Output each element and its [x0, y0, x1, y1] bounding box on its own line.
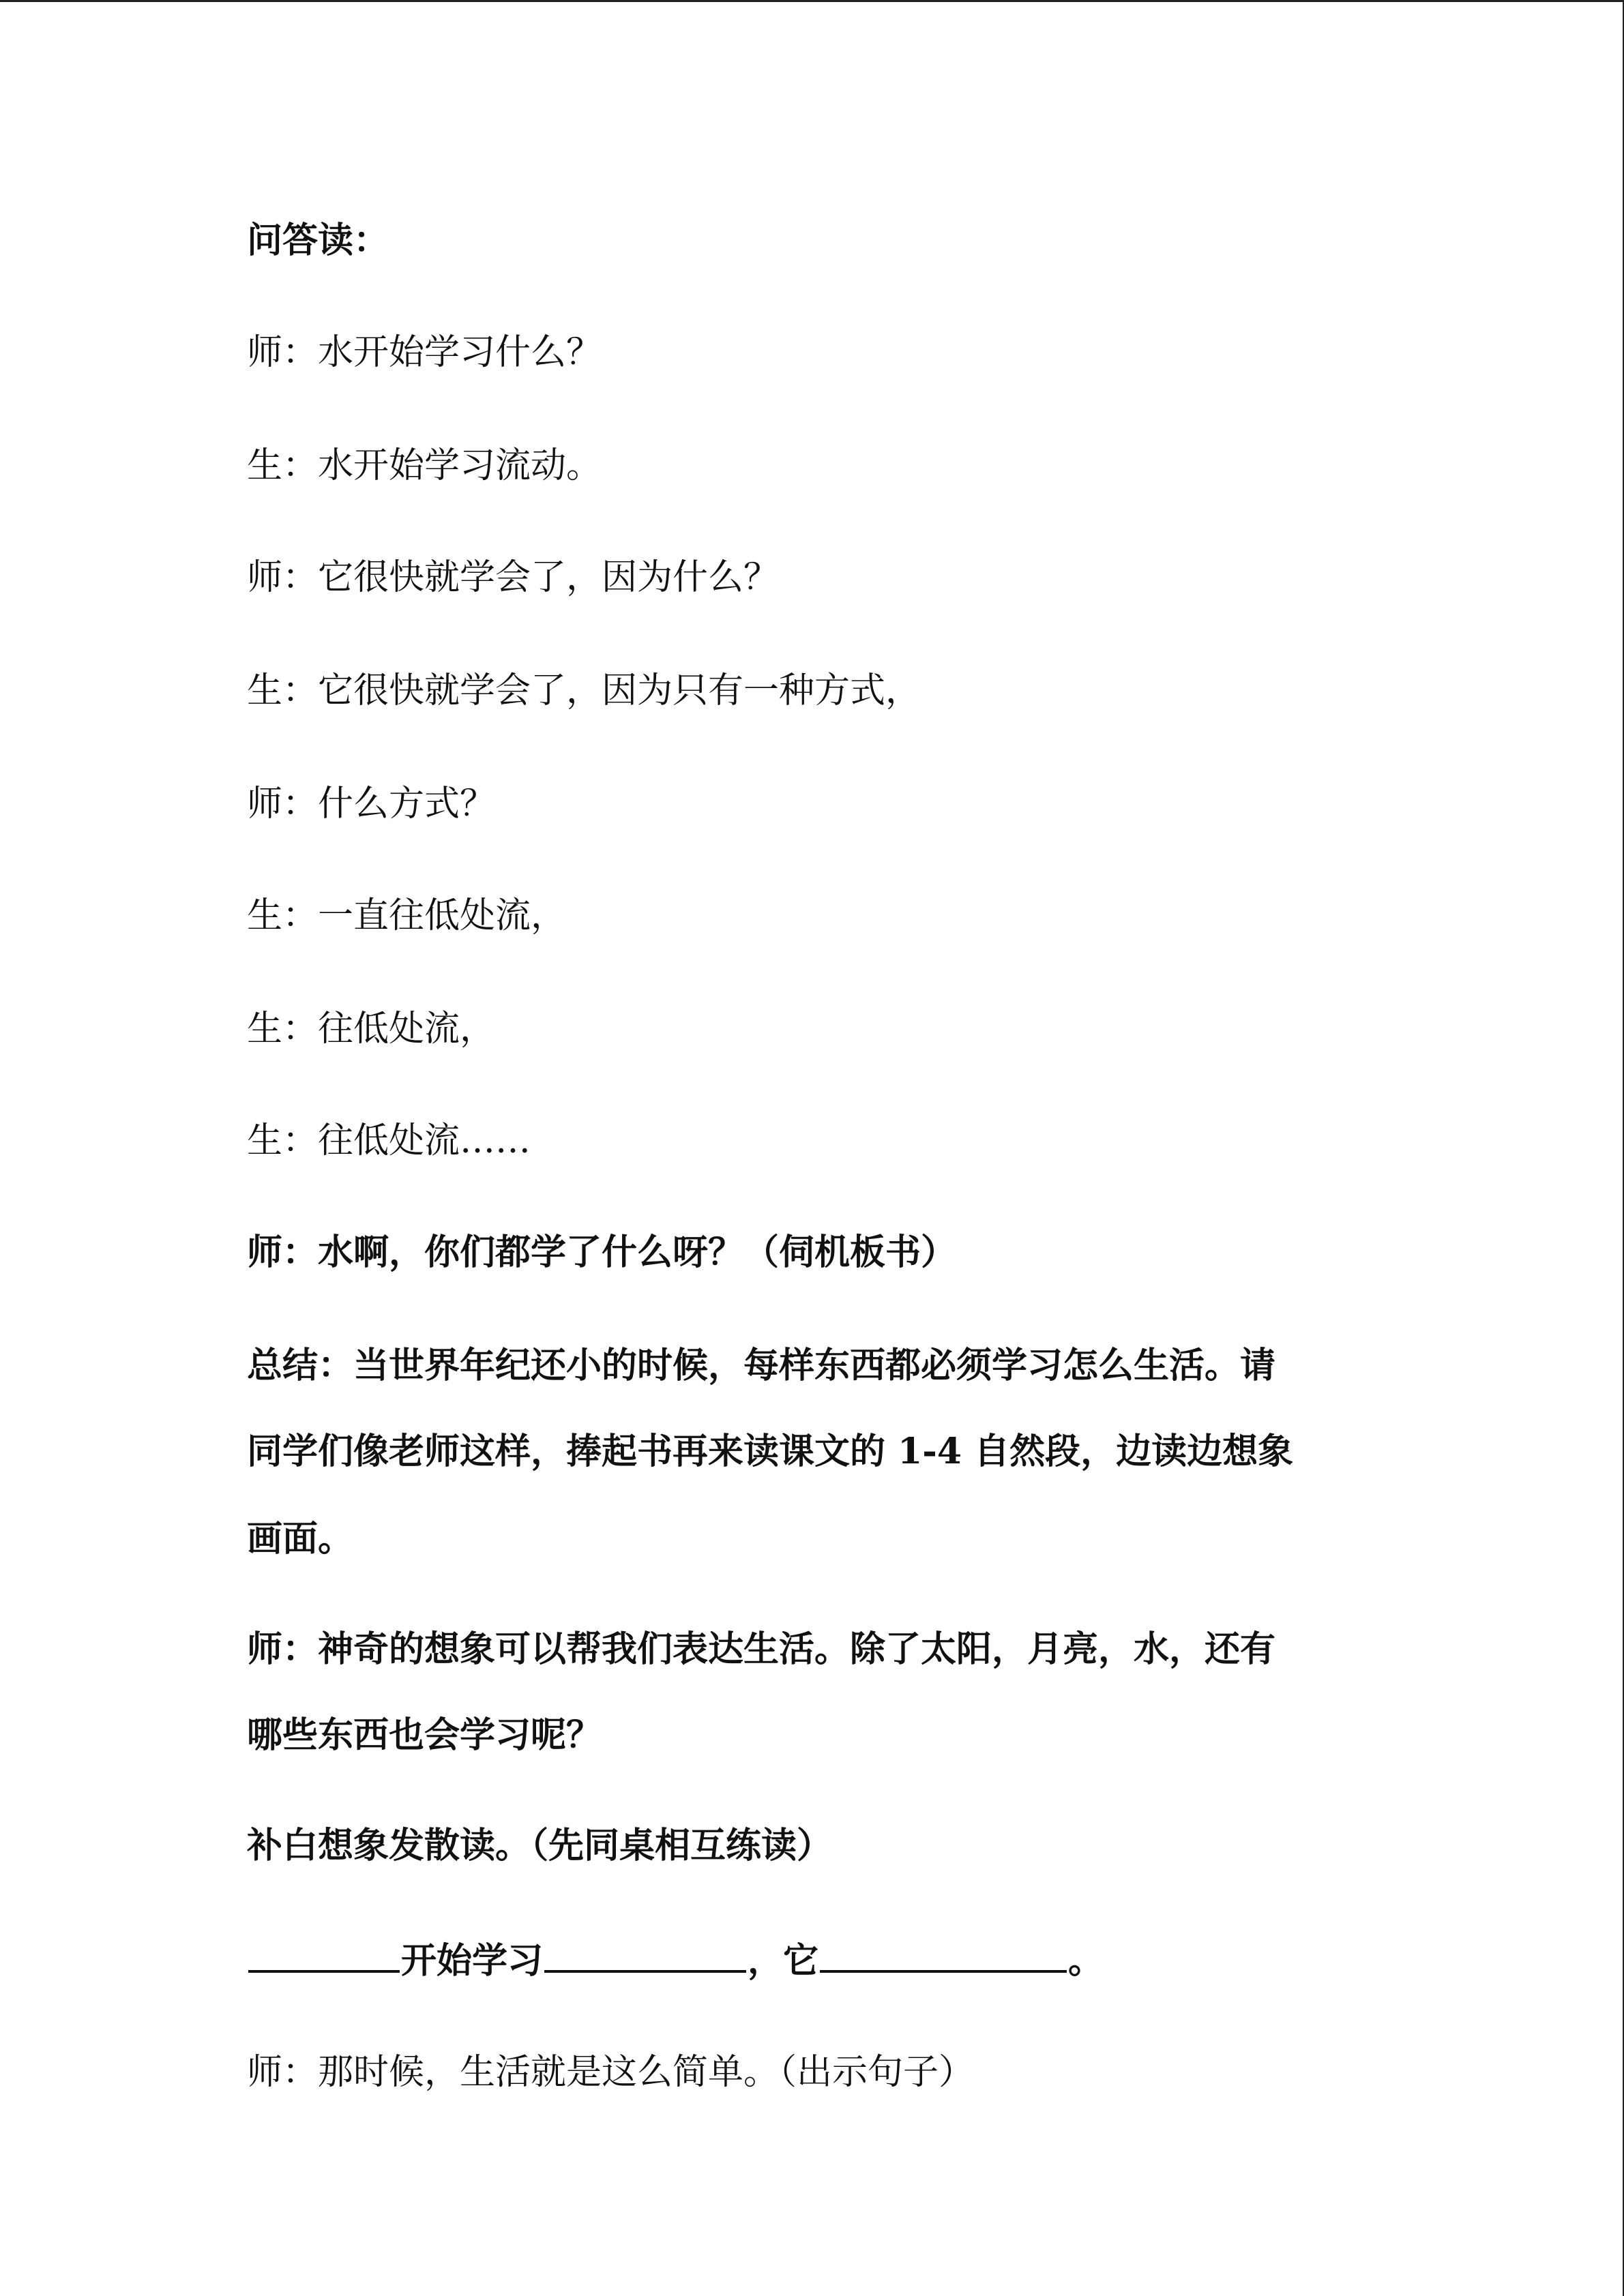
- dialogue-line: 生：往低处流……: [247, 1120, 531, 1161]
- summary-paragraph-line: 总结：当世界年纪还小的时候，每样东西都必须学习怎么生活。请: [247, 1345, 1276, 1386]
- dialogue-line: 生：一直往低处流，: [247, 895, 567, 936]
- dialogue-line: 师：那时候，生活就是这么简单。（出示句子）: [247, 2052, 975, 2093]
- dialogue-line: 师：什么方式？: [247, 784, 496, 824]
- section-heading: 问答读：: [247, 220, 389, 261]
- dialogue-line: 师：水开始学习什么？: [247, 332, 602, 373]
- dialogue-line: 生：水开始学习流动。: [247, 445, 602, 486]
- dialogue-line: 生：往低处流，: [247, 1009, 496, 1049]
- dialogue-line: 师：水啊，你们都学了什么呀？（伺机板书）: [247, 1232, 957, 1273]
- fill-blank-text: 。: [1068, 1940, 1104, 1982]
- fill-blank-text: ，它: [748, 1940, 819, 1982]
- teacher-paragraph-line: 师：神奇的想象可以帮我们表达生活。除了太阳，月亮，水，还有: [247, 1628, 1276, 1670]
- summary-paragraph-line: 画面。: [247, 1518, 354, 1560]
- fill-in-blank-sentence: [247, 1936, 1365, 1983]
- summary-paragraph-line: 同学们像老师这样，捧起书再来读课文的 1-4 自然段，边读边想象: [247, 1431, 1294, 1472]
- blank-underline[interactable]: [248, 1936, 400, 1973]
- blank-underline[interactable]: [544, 1936, 746, 1973]
- blank-underline[interactable]: [820, 1936, 1067, 1973]
- dialogue-line: 生：它很快就学会了，因为只有一种方式，: [247, 670, 921, 711]
- dialogue-line: 师：它很快就学会了，因为什么？: [247, 557, 780, 598]
- activity-heading: 补白想象发散读。（先同桌相互练读）: [247, 1825, 833, 1866]
- teacher-paragraph-line: 哪些东西也会学习呢？: [247, 1714, 602, 1756]
- fill-blank-text: 开始学习: [401, 1940, 544, 1982]
